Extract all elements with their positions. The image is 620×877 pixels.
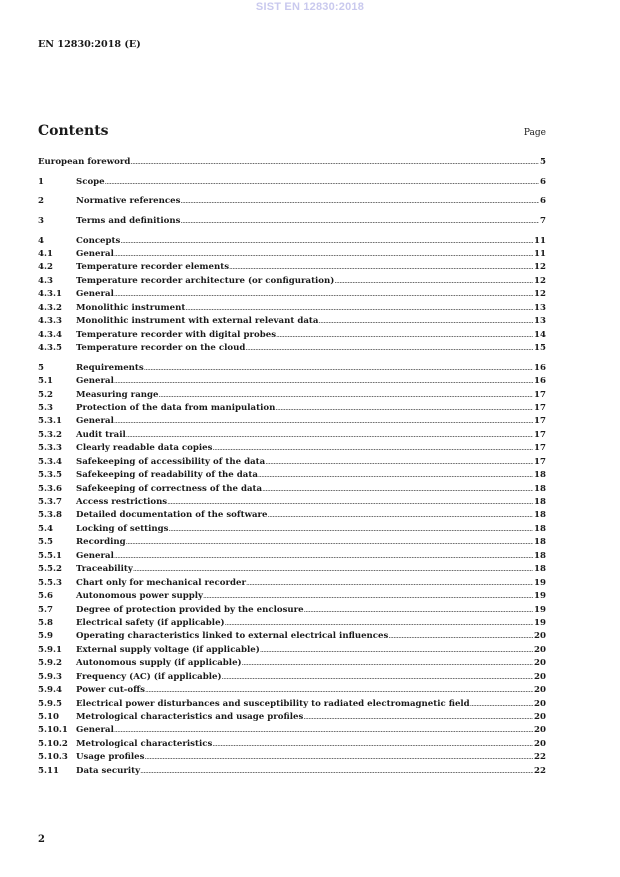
toc-entry-number: 5.3.8 xyxy=(38,510,62,521)
toc-entry-page: 17 xyxy=(534,416,546,427)
toc-entry[interactable] xyxy=(38,342,546,355)
toc-entry-page: 18 xyxy=(534,510,546,521)
toc-entry-page: 19 xyxy=(534,617,546,628)
toc-entry-page: 18 xyxy=(534,523,546,534)
toc-entry-title: European foreword xyxy=(38,157,131,167)
toc-entry-title: External supply voltage (if applicable) xyxy=(76,644,260,655)
toc-entry-title: General xyxy=(76,289,114,300)
toc-entry-number: 4.3.5 xyxy=(38,343,62,353)
toc-entry-number: 4 xyxy=(38,235,44,246)
dot-leader xyxy=(126,536,533,549)
toc-entry[interactable] xyxy=(38,765,546,778)
toc-entry[interactable] xyxy=(38,724,546,737)
page-column-label: Page xyxy=(523,128,546,138)
dot-leader xyxy=(114,248,533,261)
toc-entry-title: Operating characteristics linked to external electrical influences xyxy=(76,631,389,642)
toc-entry-page: 11 xyxy=(534,248,546,259)
toc-entry-title: Audit trail xyxy=(76,429,126,440)
dot-leader xyxy=(212,442,533,455)
toc-entry-title: Electrical safety (if applicable) xyxy=(76,617,225,628)
toc-entry-number: 5.10.1 xyxy=(38,725,68,736)
toc-entry-number: 3 xyxy=(38,215,44,226)
toc-entry[interactable] xyxy=(38,671,546,684)
dot-leader xyxy=(185,302,533,315)
toc-entry[interactable] xyxy=(38,698,546,711)
toc-entry[interactable] xyxy=(38,644,546,657)
toc-entry[interactable] xyxy=(38,235,546,248)
toc-entry[interactable] xyxy=(38,248,546,261)
toc-entry-page: 13 xyxy=(534,302,546,313)
dot-leader xyxy=(144,751,533,764)
dot-leader xyxy=(229,261,533,274)
toc-entry-title: Access restrictions xyxy=(76,497,168,507)
toc-entry-page: 18 xyxy=(534,537,546,548)
toc-entry[interactable] xyxy=(38,469,546,482)
toc-entry-number: 5.3.6 xyxy=(38,483,62,494)
toc-entry-page: 20 xyxy=(534,658,546,669)
dot-leader xyxy=(388,630,533,643)
toc-entry[interactable] xyxy=(38,176,546,189)
toc-entry-title: Requirements xyxy=(76,362,144,373)
toc-entry[interactable] xyxy=(38,261,546,274)
toc-entry-page: 6 xyxy=(540,176,546,187)
table-of-contents xyxy=(38,156,546,778)
toc-entry[interactable] xyxy=(38,195,546,208)
toc-entry[interactable] xyxy=(38,456,546,469)
toc-entry-page: 5 xyxy=(540,157,546,167)
toc-entry-title: Temperature recorder with digital probes xyxy=(76,329,277,340)
toc-entry[interactable] xyxy=(38,604,546,617)
page-number: 2 xyxy=(38,834,45,845)
dot-leader xyxy=(180,195,539,208)
toc-entry[interactable] xyxy=(38,375,546,388)
toc-entry-page: 16 xyxy=(534,376,546,387)
toc-entry-title: Usage profiles xyxy=(76,752,145,763)
document-id: EN 12830:2018 (E) xyxy=(38,39,141,50)
dot-leader xyxy=(126,429,533,442)
toc-entry-title: Monolithic instrument xyxy=(76,302,186,313)
dot-leader xyxy=(242,657,533,670)
toc-entry[interactable] xyxy=(38,684,546,697)
toc-entry[interactable] xyxy=(38,315,546,328)
dot-leader xyxy=(145,684,533,697)
dot-leader xyxy=(180,215,539,228)
toc-entry-page: 17 xyxy=(534,456,546,467)
dot-leader xyxy=(169,523,534,536)
toc-entry-number: 5 xyxy=(38,362,44,373)
dot-leader xyxy=(265,456,533,469)
toc-entry[interactable] xyxy=(38,577,546,590)
toc-entry-title: General xyxy=(76,550,114,561)
toc-entry-title: Terms and definitions xyxy=(76,215,181,226)
toc-entry-title: Autonomous power supply xyxy=(76,591,203,602)
toc-entry[interactable] xyxy=(38,275,546,288)
toc-entry-number: 5.5.1 xyxy=(38,550,62,561)
page-title: Contents xyxy=(38,123,109,139)
toc-entry[interactable] xyxy=(38,429,546,442)
toc-entry-title: General xyxy=(76,725,114,736)
toc-entry[interactable] xyxy=(38,751,546,764)
toc-entry-page: 16 xyxy=(534,362,546,373)
toc-entry-page: 20 xyxy=(534,644,546,655)
dot-leader xyxy=(203,590,533,603)
toc-entry-page: 17 xyxy=(534,402,546,413)
toc-entry[interactable] xyxy=(38,563,546,576)
dot-leader xyxy=(144,362,533,375)
toc-entry-title: Degree of protection provided by the enclosure xyxy=(76,604,304,615)
toc-entry[interactable] xyxy=(38,711,546,724)
toc-entry-number: 5.9.2 xyxy=(38,658,62,669)
toc-entry-number: 5.10 xyxy=(38,712,59,722)
dot-leader xyxy=(260,644,533,657)
toc-entry-page: 20 xyxy=(534,685,546,696)
toc-entry-page: 12 xyxy=(534,262,546,273)
dot-leader xyxy=(246,577,533,590)
toc-entry-number: 5.10.2 xyxy=(38,738,68,749)
dot-leader xyxy=(276,329,533,342)
toc-entry-title: Measuring range xyxy=(76,389,159,400)
toc-entry-title: Monolithic instrument with external relevant data xyxy=(76,316,319,327)
toc-entry-number: 5.3 xyxy=(38,402,53,413)
toc-entry[interactable] xyxy=(38,738,546,751)
toc-entry-page: 22 xyxy=(534,752,546,763)
dot-leader xyxy=(303,711,533,724)
toc-entry-number: 4.1 xyxy=(38,248,53,259)
toc-entry-page: 22 xyxy=(534,765,546,776)
toc-entry-number: 5.3.5 xyxy=(38,470,62,481)
toc-entry-page: 20 xyxy=(534,671,546,682)
toc-entry-page: 18 xyxy=(534,550,546,561)
toc-entry-title: Protection of the data from manipulation xyxy=(76,402,276,413)
toc-entry[interactable] xyxy=(38,550,546,563)
toc-entry-title: Safekeeping of correctness of the data xyxy=(76,483,263,494)
toc-entry-title: Chart only for mechanical recorder xyxy=(76,577,246,588)
dot-leader xyxy=(105,176,539,189)
toc-entry-number: 5.5.2 xyxy=(38,564,62,575)
toc-entry[interactable] xyxy=(38,590,546,603)
toc-entry-number: 5.11 xyxy=(38,765,59,776)
toc-entry-number: 4.3.4 xyxy=(38,329,62,340)
dot-leader xyxy=(114,724,533,737)
toc-entry-title: Power cut-offs xyxy=(76,685,145,696)
dot-leader xyxy=(133,563,533,576)
dot-leader xyxy=(304,604,533,617)
toc-entry-title: General xyxy=(76,416,114,427)
dot-leader xyxy=(318,315,533,328)
dot-leader xyxy=(114,288,533,301)
toc-entry-page: 12 xyxy=(534,289,546,300)
toc-entry-number: 2 xyxy=(38,196,44,207)
toc-entry-title: Temperature recorder elements xyxy=(76,262,230,273)
toc-entry[interactable] xyxy=(38,415,546,428)
dot-leader xyxy=(114,375,533,388)
toc-entry-number: 5.9 xyxy=(38,631,53,642)
toc-entry[interactable] xyxy=(38,402,546,415)
toc-entry-number: 4.3.1 xyxy=(38,289,62,300)
toc-entry[interactable] xyxy=(38,288,546,301)
toc-entry-title: Autonomous supply (if applicable) xyxy=(76,658,242,669)
dot-leader xyxy=(334,275,533,288)
dot-leader xyxy=(114,415,533,428)
toc-entry-page: 18 xyxy=(534,497,546,507)
toc-entry-number: 5.2 xyxy=(38,389,53,400)
toc-entry-page: 20 xyxy=(534,738,546,749)
toc-entry[interactable] xyxy=(38,389,546,402)
toc-entry-number: 1 xyxy=(38,176,44,187)
toc-entry[interactable] xyxy=(38,156,546,169)
dot-leader xyxy=(245,342,533,355)
toc-entry-page: 18 xyxy=(534,564,546,575)
toc-entry-page: 20 xyxy=(534,725,546,736)
dot-leader xyxy=(140,765,533,778)
toc-entry[interactable] xyxy=(38,362,546,375)
toc-entry[interactable] xyxy=(38,523,546,536)
toc-entry-title: Scope xyxy=(76,176,105,187)
toc-entry-page: 13 xyxy=(534,316,546,327)
toc-entry[interactable] xyxy=(38,617,546,630)
toc-entry-number: 5.9.3 xyxy=(38,671,62,682)
toc-entry-page: 7 xyxy=(540,215,546,226)
toc-entry-page: 17 xyxy=(534,389,546,400)
toc-entry-title: Temperature recorder on the cloud xyxy=(76,343,246,353)
toc-entry-title: Normative references xyxy=(76,196,181,207)
toc-entry-page: 19 xyxy=(534,577,546,588)
toc-entry-page: 17 xyxy=(534,443,546,454)
dot-leader xyxy=(262,483,533,496)
dot-leader xyxy=(275,402,533,415)
toc-entry-title: Metrological characteristics and usage profiles xyxy=(76,712,304,722)
toc-entry-number: 4.2 xyxy=(38,262,53,273)
dot-leader xyxy=(130,156,539,169)
toc-entry-page: 17 xyxy=(534,429,546,440)
toc-entry-page: 19 xyxy=(534,604,546,615)
toc-entry-title: Metrological characteristics xyxy=(76,738,213,749)
toc-entry[interactable] xyxy=(38,302,546,315)
toc-entry-title: Frequency (AC) (if applicable) xyxy=(76,671,222,682)
toc-entry-title: Detailed documentation of the software xyxy=(76,510,268,521)
dot-leader xyxy=(222,671,534,684)
toc-entry-number: 5.7 xyxy=(38,604,53,615)
toc-entry[interactable] xyxy=(38,509,546,522)
dot-leader xyxy=(167,496,533,509)
toc-entry-number: 5.8 xyxy=(38,617,53,628)
toc-entry-number: 5.3.7 xyxy=(38,497,62,507)
watermark: SIST EN 12830:2018 xyxy=(255,1,365,13)
toc-entry-number: 5.9.1 xyxy=(38,644,62,655)
dot-leader xyxy=(114,550,533,563)
toc-entry-title: Temperature recorder architecture (or configuration) xyxy=(76,275,335,286)
toc-entry-page: 18 xyxy=(534,470,546,481)
toc-entry-number: 5.3.3 xyxy=(38,443,62,454)
dot-leader xyxy=(258,469,533,482)
dot-leader xyxy=(212,738,533,751)
toc-entry-page: 12 xyxy=(534,275,546,286)
toc-entry-page: 14 xyxy=(534,329,546,340)
toc-entry-page: 20 xyxy=(534,712,546,722)
toc-entry[interactable] xyxy=(38,657,546,670)
toc-entry-number: 4.3 xyxy=(38,275,53,286)
toc-entry[interactable] xyxy=(38,536,546,549)
toc-entry-page: 15 xyxy=(534,343,546,353)
toc-entry-number: 4.3.2 xyxy=(38,302,62,313)
toc-entry-number: 5.3.1 xyxy=(38,416,62,427)
toc-entry-title: Electrical power disturbances and susceptibility to radiated electromagnetic field xyxy=(76,698,470,709)
toc-entry[interactable] xyxy=(38,483,546,496)
toc-entry-number: 5.9.5 xyxy=(38,698,62,709)
toc-entry-title: General xyxy=(76,248,114,259)
toc-entry[interactable] xyxy=(38,442,546,455)
toc-entry-title: General xyxy=(76,376,114,387)
toc-entry-number: 5.9.4 xyxy=(38,685,62,696)
toc-entry-title: Data security xyxy=(76,765,141,776)
toc-entry-number: 5.3.2 xyxy=(38,429,62,440)
dot-leader xyxy=(159,389,534,402)
toc-entry-page: 6 xyxy=(540,196,546,207)
toc-entry-title: Clearly readable data copies xyxy=(76,443,213,454)
dot-leader xyxy=(120,235,533,248)
toc-entry[interactable] xyxy=(38,215,546,228)
toc-entry-title: Recording xyxy=(76,537,126,548)
toc-entry-number: 4.3.3 xyxy=(38,316,62,327)
toc-entry[interactable] xyxy=(38,630,546,643)
toc-entry-number: 5.4 xyxy=(38,523,53,534)
toc-entry-page: 20 xyxy=(534,631,546,642)
toc-entry-title: Safekeeping of readability of the data xyxy=(76,470,258,481)
toc-entry-number: 5.6 xyxy=(38,591,53,602)
toc-entry-page: 11 xyxy=(534,235,546,246)
toc-entry-page: 20 xyxy=(534,698,546,709)
toc-entry-number: 5.5.3 xyxy=(38,577,62,588)
toc-entry-title: Traceability xyxy=(76,564,133,575)
toc-entry-page: 18 xyxy=(534,483,546,494)
toc-entry-title: Locking of settings xyxy=(76,523,169,534)
toc-entry-number: 5.10.3 xyxy=(38,752,68,763)
toc-entry-number: 5.5 xyxy=(38,537,53,548)
dot-leader xyxy=(225,617,533,630)
toc-entry-number: 5.3.4 xyxy=(38,456,62,467)
toc-entry[interactable] xyxy=(38,496,546,509)
toc-entry-number: 5.1 xyxy=(38,376,53,387)
toc-entry-page: 19 xyxy=(534,591,546,602)
dot-leader xyxy=(268,509,534,522)
toc-entry[interactable] xyxy=(38,329,546,342)
dot-leader xyxy=(470,698,533,711)
toc-entry-title: Safekeeping of accessibility of the data xyxy=(76,456,266,467)
toc-entry-title: Concepts xyxy=(76,235,121,246)
